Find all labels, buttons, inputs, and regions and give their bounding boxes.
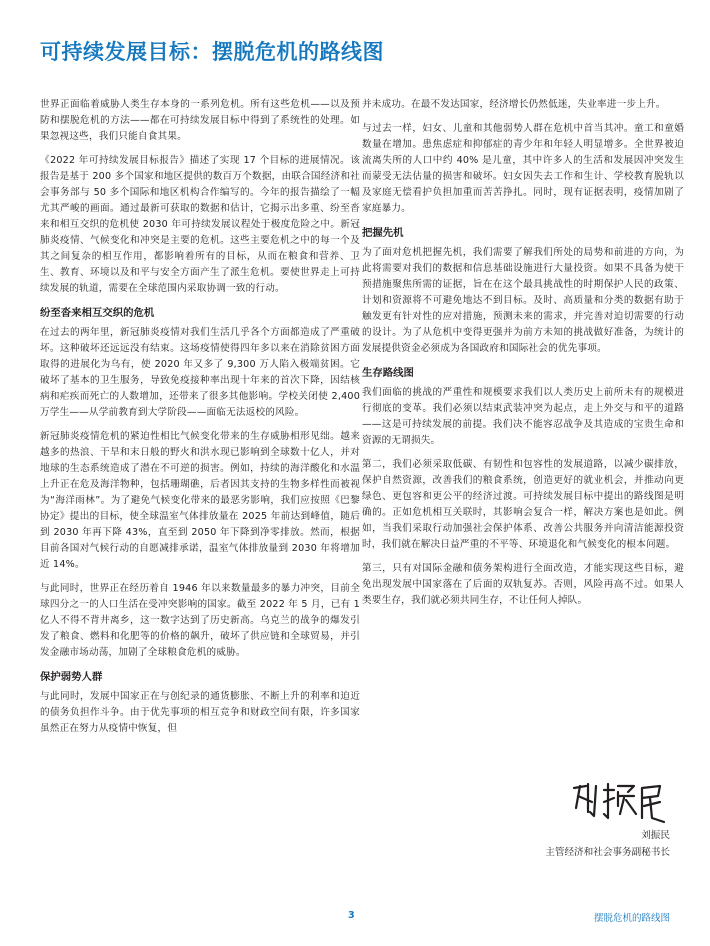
running-title: 摆脱危机的路线图 — [593, 913, 670, 924]
section-heading-opportunity: 把握先机 — [362, 227, 404, 239]
left-column — [40, 97, 360, 745]
section-heading-roadmap: 生存路线图 — [362, 367, 414, 379]
continuation-paragraph: 并未成功。在最不发达国家，经济增长仍然低迷，失业率进一步上升。 — [362, 99, 666, 110]
conflict-paragraph: 与此同时，世界正在经历着自 1946 年以来数量最多的暴力冲突，目前全球四分之一的人口生活在受冲突影响的国家。截至 2022 年 5 月，已有 1 亿人不得不背井离乡，这一数字达到了历史新高。乌克兰的战争的爆发引发了粮食、燃料和化肥等的价格的飙升，破坏了供应链和全球贸易，并引发金融市场动荡，加剧了全球粮食危机的威胁。 — [40, 583, 360, 658]
section-heading-crises: 纷至沓来相互交织的危机 — [40, 307, 155, 319]
vulnerable-groups-paragraph: 与过去一样，妇女、儿童和其他弱势人群在危机中首当其冲。童工和童婚数量在增加。患焦虑症和抑郁症的青少年和年轻人明显增多。全世界被迫流离失所的人口中约 40% 是儿童，其中许多人的生活和发展因冲突发生而蒙受无法估量的损害和破坏。妇女因失去工作和生计、学校教育脱轨以及家庭无偿看护负担加重而苦苦挣扎。同时，现有证据表明，疫情加剧了家庭暴力。 — [362, 123, 684, 214]
report-paragraph: 《2022 年可持续发展目标报告》描述了实现 17 个目标的进展情况。该报告是基于 200 多个国家和地区提供的数百万个数据，由联合国经济和社会事务部与 50 多个国际和地区机构合作编写的。今年的报告描绘了一幅尤其严峻的画面。通过最新可获取的数据和估计，它揭示出多重、纷至沓来和相互交织的危机使 2030 年可持续发展议程处于极度危险之中。新冠肺炎疫情、气候变化和冲突是主要的危机。这些主要危机之中的每一个及其之间复杂的相互作用，都影响着所有的目标，从而在粮食和营养、卫生、教育、环境以及和平与安全方面产生了派生危机。要使世界走上可持续发展的轨道，需要在全球范围内采取协调一致的行动。 — [40, 155, 360, 294]
covid-paragraph: 在过去的两年里，新冠肺炎疫情对我们生活几乎各个方面都造成了严重破坏。这种破坏还远远没有结束。这场疫情使得四年多以来在消除贫困方面取得的进展化为乌有，使 2020 年又多了 9,300 万人陷入极端贫困。它破坏了基本的卫生服务，导致免疫接种率出现十年来的首次下降，因结核病和疟疾而死亡的人数增加，还带来了很多其他影响。学校关闭使 2,400 万学生——从学前教育到大学阶段——面临无法返校的风险。 — [40, 327, 360, 418]
page-title: 可持续发展目标：摆脱危机的路线图 — [40, 40, 384, 64]
transformation-paragraph: 我们面临的挑战的严重性和规模要求我们以人类历史上前所未有的规模进行彻底的变革。我们必须以结束武装冲突为起点，走上外交与和平的道路——这是可持续发展的前提。我们决不能容忍战争及其造成的宝贵生命和资源的无谓损失。 — [362, 387, 684, 446]
intro-paragraph: 世界正面临着威胁人类生存本身的一系列危机。所有这些危机——以及预防和摆脱危机的方法——都在可持续发展目标中得到了系统性的处理。如果忽视这些，我们只能自食其果。 — [40, 99, 360, 142]
right-column — [362, 97, 684, 617]
signatory-name: 刘振民 — [641, 830, 670, 841]
handwritten-signature — [568, 778, 668, 826]
climate-paragraph: 新冠肺炎疫情危机的紧迫性相比气候变化带来的生存威胁相形见绌。越来越多的热浪、干旱和末日般的野火和洪水现已影响到全球数十亿人，并对地球的生态系统造成了潜在不可逆的损害。例如，持续的海洋酸化和水温上升正在危及海洋物种，包括珊瑚礁，后者因其支持的生物多样性而被视为“海洋雨林”。为了避免气候变化带来的最恶劣影响，我们应按照《巴黎协定》提出的目标，使全球温室气体排放量在 2025 年前达到峰值，随后到 2030 年再下降 43%，直至到 2050 年下降到净零排放。然而，根据目前各国对气候行动的自愿减排承诺，温室气体排放量到 2030 年将增加近 14%。 — [40, 431, 360, 570]
data-investment-paragraph: 为了面对危机把握先机，我们需要了解我们所处的局势和前进的方向，为此将需要对我们的数据和信息基础设施进行大量投资。如果不具备为使干预措施聚焦所需的证据，旨在在这个最具挑战性的时期保护人民的政策、计划和资源将不可避免地达不到目标。及时、高质量和分类的数据有助于触发更有针对性的应对措施，预测未来的需求，并完善对迫切需要的行动的设计。为了从危机中变得更强并为前方未知的挑战做好准备，为统计的发展提供资金必须成为各国政府和国际社会的优先事项。 — [362, 247, 684, 354]
section-heading-vulnerable: 保护弱势人群 — [40, 671, 103, 683]
signatory-role: 主管经济和社会事务副秘书长 — [545, 847, 670, 858]
page-number: 3 — [348, 910, 355, 921]
developing-countries-paragraph: 与此同时，发展中国家正在与创纪录的通货膨胀、不断上升的利率和迫近的债务负担作斗争。由于优先事项的相互竞争和财政空间有限，许多国家虽然正在努力从疫情中恢复，但 — [40, 691, 360, 734]
second-point-paragraph: 第二，我们必须采取低碳、有韧性和包容性的发展道路，以减少碳排放，保护自然资源，改善我们的粮食系统，创造更好的就业机会，并推动向更绿色、更包容和更公平的经济过渡。可持续发展目标中提出的路线图是明确的。正如危机相互关联时，其影响会复合一样，解决方案也是如此。例如，当我们采取行动加强社会保护体系、改善公共服务并向清洁能源投资时，我们就在解决日益严重的不平等、环境退化和气候变化的根本问题。 — [362, 459, 684, 550]
third-point-paragraph: 第三，只有对国际金融和债务架构进行全面改造，才能实现这些目标，避免出现发展中国家落在了后面的双轨复苏。否则，风险再高不过。如果人类要生存，我们就必须共同生存，不让任何人掉队。 — [362, 563, 684, 606]
